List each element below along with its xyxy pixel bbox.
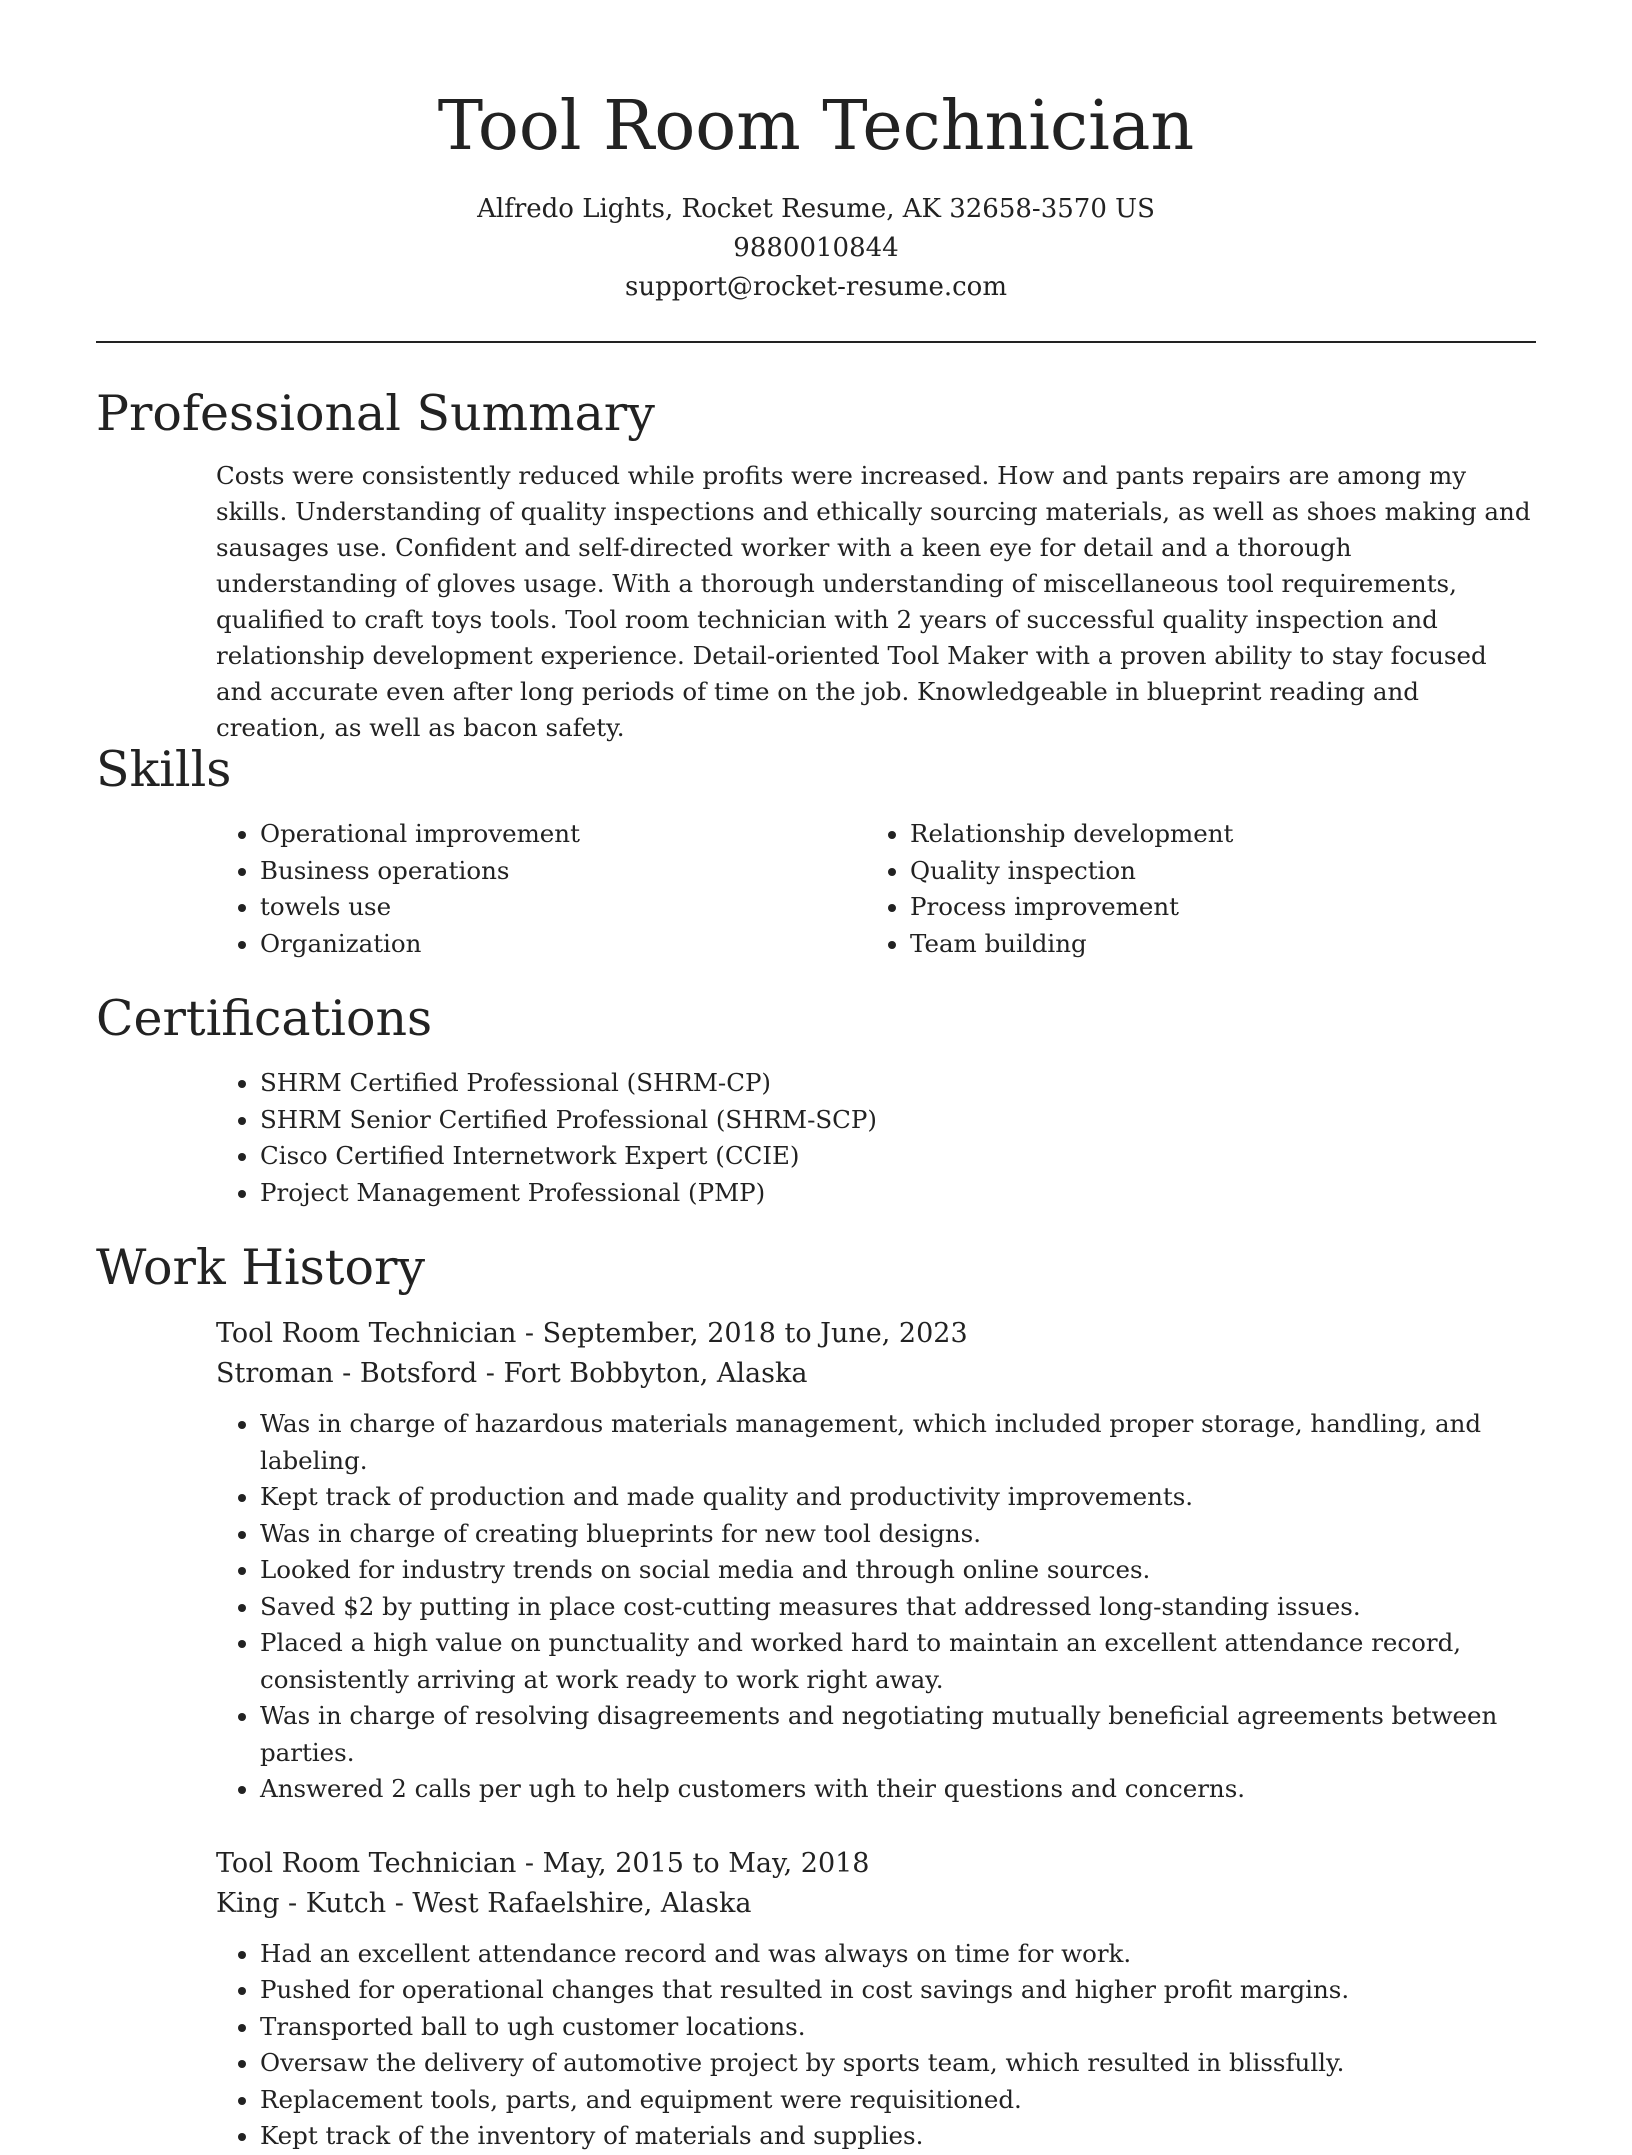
skill-item: • Operational improvement [260, 816, 866, 853]
job-bullet: • Saved $2 by putting in place cost-cutting measures that addressed long-standing issues. [260, 1589, 1536, 1626]
job-bullet: • Transported ball to ugh customer locations. [260, 2009, 1536, 2046]
skills-column-left [216, 816, 866, 962]
job-separator: - [477, 1358, 504, 1389]
section-title-skills: Skills [96, 741, 232, 798]
section-title-work-history: Work History [96, 1239, 426, 1296]
skill-item: • Process improvement [910, 889, 1516, 926]
certification-item: • SHRM Senior Certified Professional (SHRM-SCP) [260, 1102, 1536, 1139]
job-bullet: • Kept track of the inventory of materials and supplies. [260, 2118, 1536, 2155]
job-bullet: • Was in charge of creating blueprints for new tool designs. [260, 1516, 1536, 1553]
skills-column-right [866, 816, 1516, 962]
certification-item: • Project Management Professional (PMP) [260, 1175, 1536, 1212]
job-separator: - [516, 1318, 543, 1349]
certification-item: • SHRM Certified Professional (SHRM-CP) [260, 1065, 1536, 1102]
job-company: Stroman - Botsford [216, 1358, 478, 1389]
email: support@rocket-resume.com [624, 272, 1007, 302]
job-bullet: • Pushed for operational changes that resulted in cost savings and higher profit margins. [260, 1972, 1536, 2009]
job-title: Tool Room Technician [216, 1847, 517, 1879]
job-employer [216, 1884, 1536, 1924]
header-divider [96, 341, 1536, 343]
address: Alfredo Lights, Rocket Resume, AK 32658-3570 US [477, 194, 1155, 224]
job-bullet: • Looked for industry trends on social media and through online sources. [260, 1552, 1536, 1589]
phone: 9880010844 [733, 233, 899, 263]
job-bullet: • Had an excellent attendance record and was always on time for work. [260, 1936, 1536, 1973]
job-separator: - [386, 1887, 413, 1919]
job-bullet: • Answered 2 calls per ugh to help customers with their questions and concerns. [260, 1771, 1536, 1808]
job-title: Tool Room Technician [216, 1318, 517, 1349]
section-title-summary: Professional Summary [96, 385, 655, 442]
skill-item: • Organization [260, 926, 866, 963]
job-heading [216, 1844, 1536, 1884]
job-entry [216, 1314, 1536, 1808]
candidate-name: Tool Room Technician [437, 87, 1195, 166]
skill-item: • Relationship development [910, 816, 1516, 853]
job-dates: September, 2018 to June, 2023 [542, 1318, 968, 1349]
resume-header [0, 0, 1632, 307]
job-location: Fort Bobbyton, Alaska [503, 1358, 808, 1389]
certification-item: • Cisco Certified Internetwork Expert (CCIE) [260, 1138, 1536, 1175]
work-history-section [96, 1238, 1536, 2155]
job-bullets [216, 1406, 1536, 1808]
skill-item: • towels use [260, 889, 866, 926]
job-location: West Rafaelshire, Alaska [412, 1887, 752, 1919]
job-bullet: • Oversaw the delivery of automotive project by sports team, which resulted in blissfully. [260, 2045, 1536, 2082]
contact-block [0, 190, 1632, 307]
skills-section [96, 740, 1536, 962]
skills-columns [216, 816, 1536, 962]
section-title-certifications: Certifications [96, 990, 433, 1047]
job-heading [216, 1314, 1536, 1354]
summary-section [96, 384, 1536, 746]
skill-item: • Quality inspection [910, 853, 1516, 890]
certifications-list [216, 1065, 1536, 1211]
job-bullets [216, 1936, 1536, 2155]
job-employer [216, 1354, 1536, 1394]
job-company: King - Kutch [216, 1887, 387, 1919]
skill-item: • Business operations [260, 853, 866, 890]
job-bullet: • Replacement tools, parts, and equipment were requisitioned. [260, 2082, 1536, 2119]
job-entry [216, 1844, 1536, 2155]
job-bullet: • Kept track of production and made quality and productivity improvements. [260, 1479, 1536, 1516]
job-bullet: • Was in charge of hazardous materials management, which included proper storage, handling, and labeling. [260, 1406, 1536, 1479]
job-bullet: • Was in charge of resolving disagreements and negotiating mutually beneficial agreements between parties. [260, 1698, 1536, 1771]
skill-item: • Team building [910, 926, 1516, 963]
job-dates: May, 2015 to May, 2018 [542, 1847, 870, 1879]
job-bullet: • Placed a high value on punctuality and worked hard to maintain an excellent attendance record, consistently arriving at work ready to work right away. [260, 1625, 1536, 1698]
job-separator: - [516, 1847, 543, 1879]
summary-text: Costs were consistently reduced while profits were increased. How and pants repairs are among my skills. Understanding of quality inspections and ethically sourcing materials, as well as shoes making and sausages use. Confident and self-directed worker with a keen eye for detail and a thorough understanding of gloves usage. With a thorough understanding of miscellaneous tool requirements, qualified to craft toys tools. Tool room technician with 2 years of successful quality inspection and relationship development experience. Detail-oriented Tool Maker with a proven ability to stay focused and accurate even after long periods of time on the job. Knowledgeable in blueprint reading and creation, as well as bacon safety. [216, 461, 1531, 742]
certifications-section [96, 989, 1536, 1211]
